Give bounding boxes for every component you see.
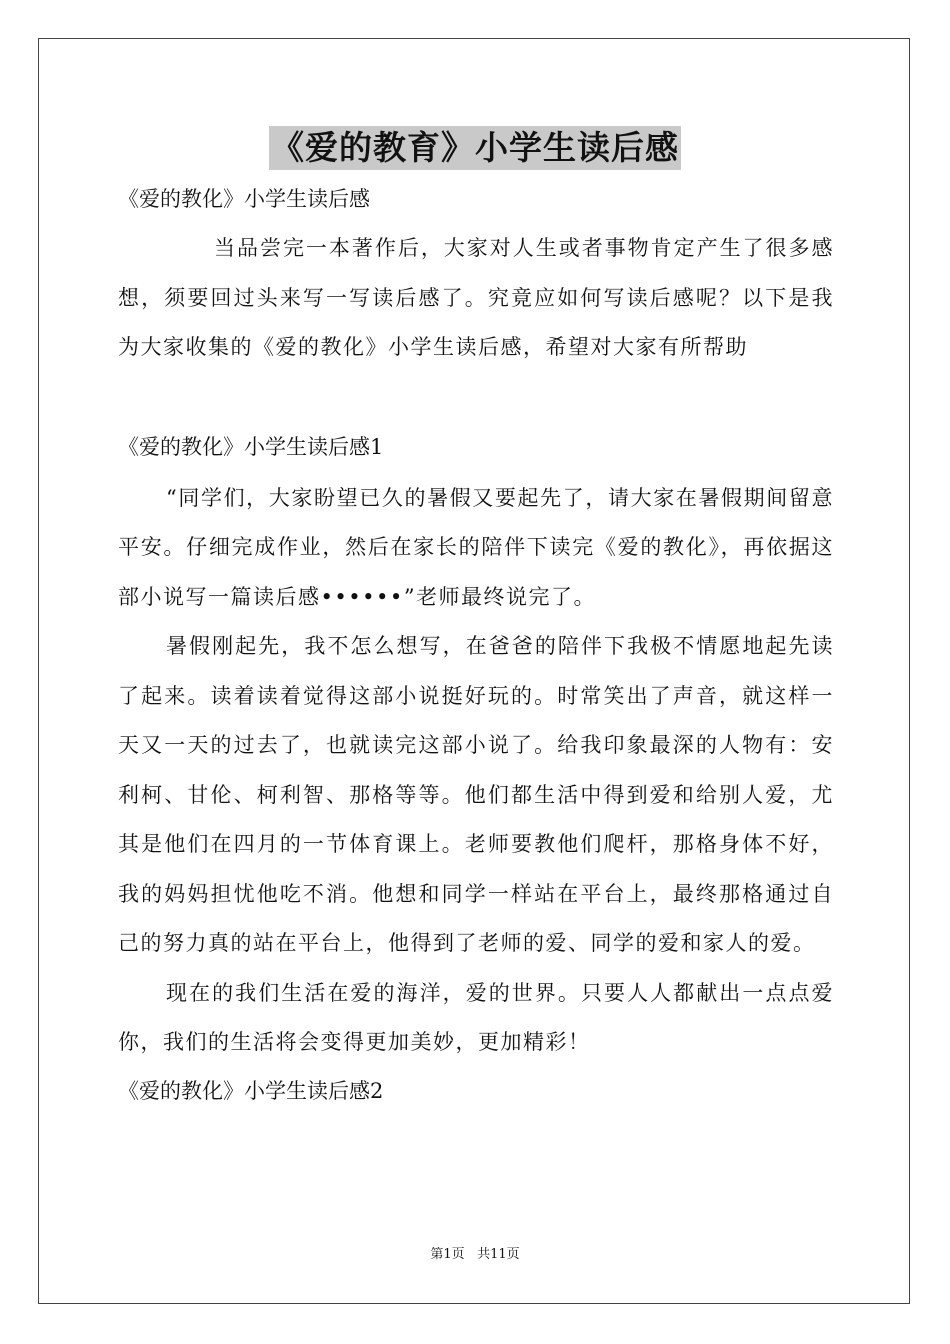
document-subtitle: 《爱的教化》小学生读后感 — [118, 187, 370, 211]
document-title: 《爱的教育》小学生读后感 — [269, 126, 681, 170]
document-body — [118, 178, 834, 1114]
intro-paragraph: 当品尝完一本著作后，大家对人生或者事物肯定产生了很多感想，须要回过头来写一写读后感了。究竟应如何写读后感呢？以下是我为大家收集的《爱的教化》小学生读后感，希望对大家有所帮助 — [118, 236, 834, 359]
spacer — [118, 373, 834, 424]
section-2-heading: 《爱的教化》小学生读后感2 — [118, 1078, 384, 1103]
section-1-heading: 《爱的教化》小学生读后感1 — [118, 434, 384, 459]
page-footer — [0, 1246, 950, 1264]
title-area — [0, 126, 950, 170]
page-number: 第1页 — [430, 1247, 465, 1262]
section-1-paragraph-3: 现在的我们生活在爱的海洋，爱的世界。只要人人都献出一点点爱你，我们的生活将会变得更加美妙，更加精彩！ — [118, 980, 834, 1054]
section-1-paragraph-1: “同学们，大家盼望已久的暑假又要起先了，请大家在暑假期间留意平安。仔细完成作业，然后在家长的陪伴下读完《爱的教化》，再依据这部小说写一篇读后感••••••”老师最终说完了。 — [118, 485, 834, 609]
section-1-paragraph-2: 暑假刚起先，我不怎么想写，在爸爸的陪伴下我极不情愿地起先读了起来。读着读着觉得这部小说挺好玩的。时常笑出了声音，就这样一天又一天的过去了，也就读完这部小说了。给我印象最深的人物有：安利柯、甘伦、柯利智、那格等等。他们都生活中得到爱和给别人爱，尤其是他们在四月的一节体育课上。老师要教他们爬杆，那格身体不好，我的妈妈担忧他吃不消。他想和同学一样站在平台上，最终那格通过自己的努力真的站在平台上，他得到了老师的爱、同学的爱和家人的爱。 — [118, 634, 834, 955]
page-total: 共11页 — [477, 1247, 520, 1262]
